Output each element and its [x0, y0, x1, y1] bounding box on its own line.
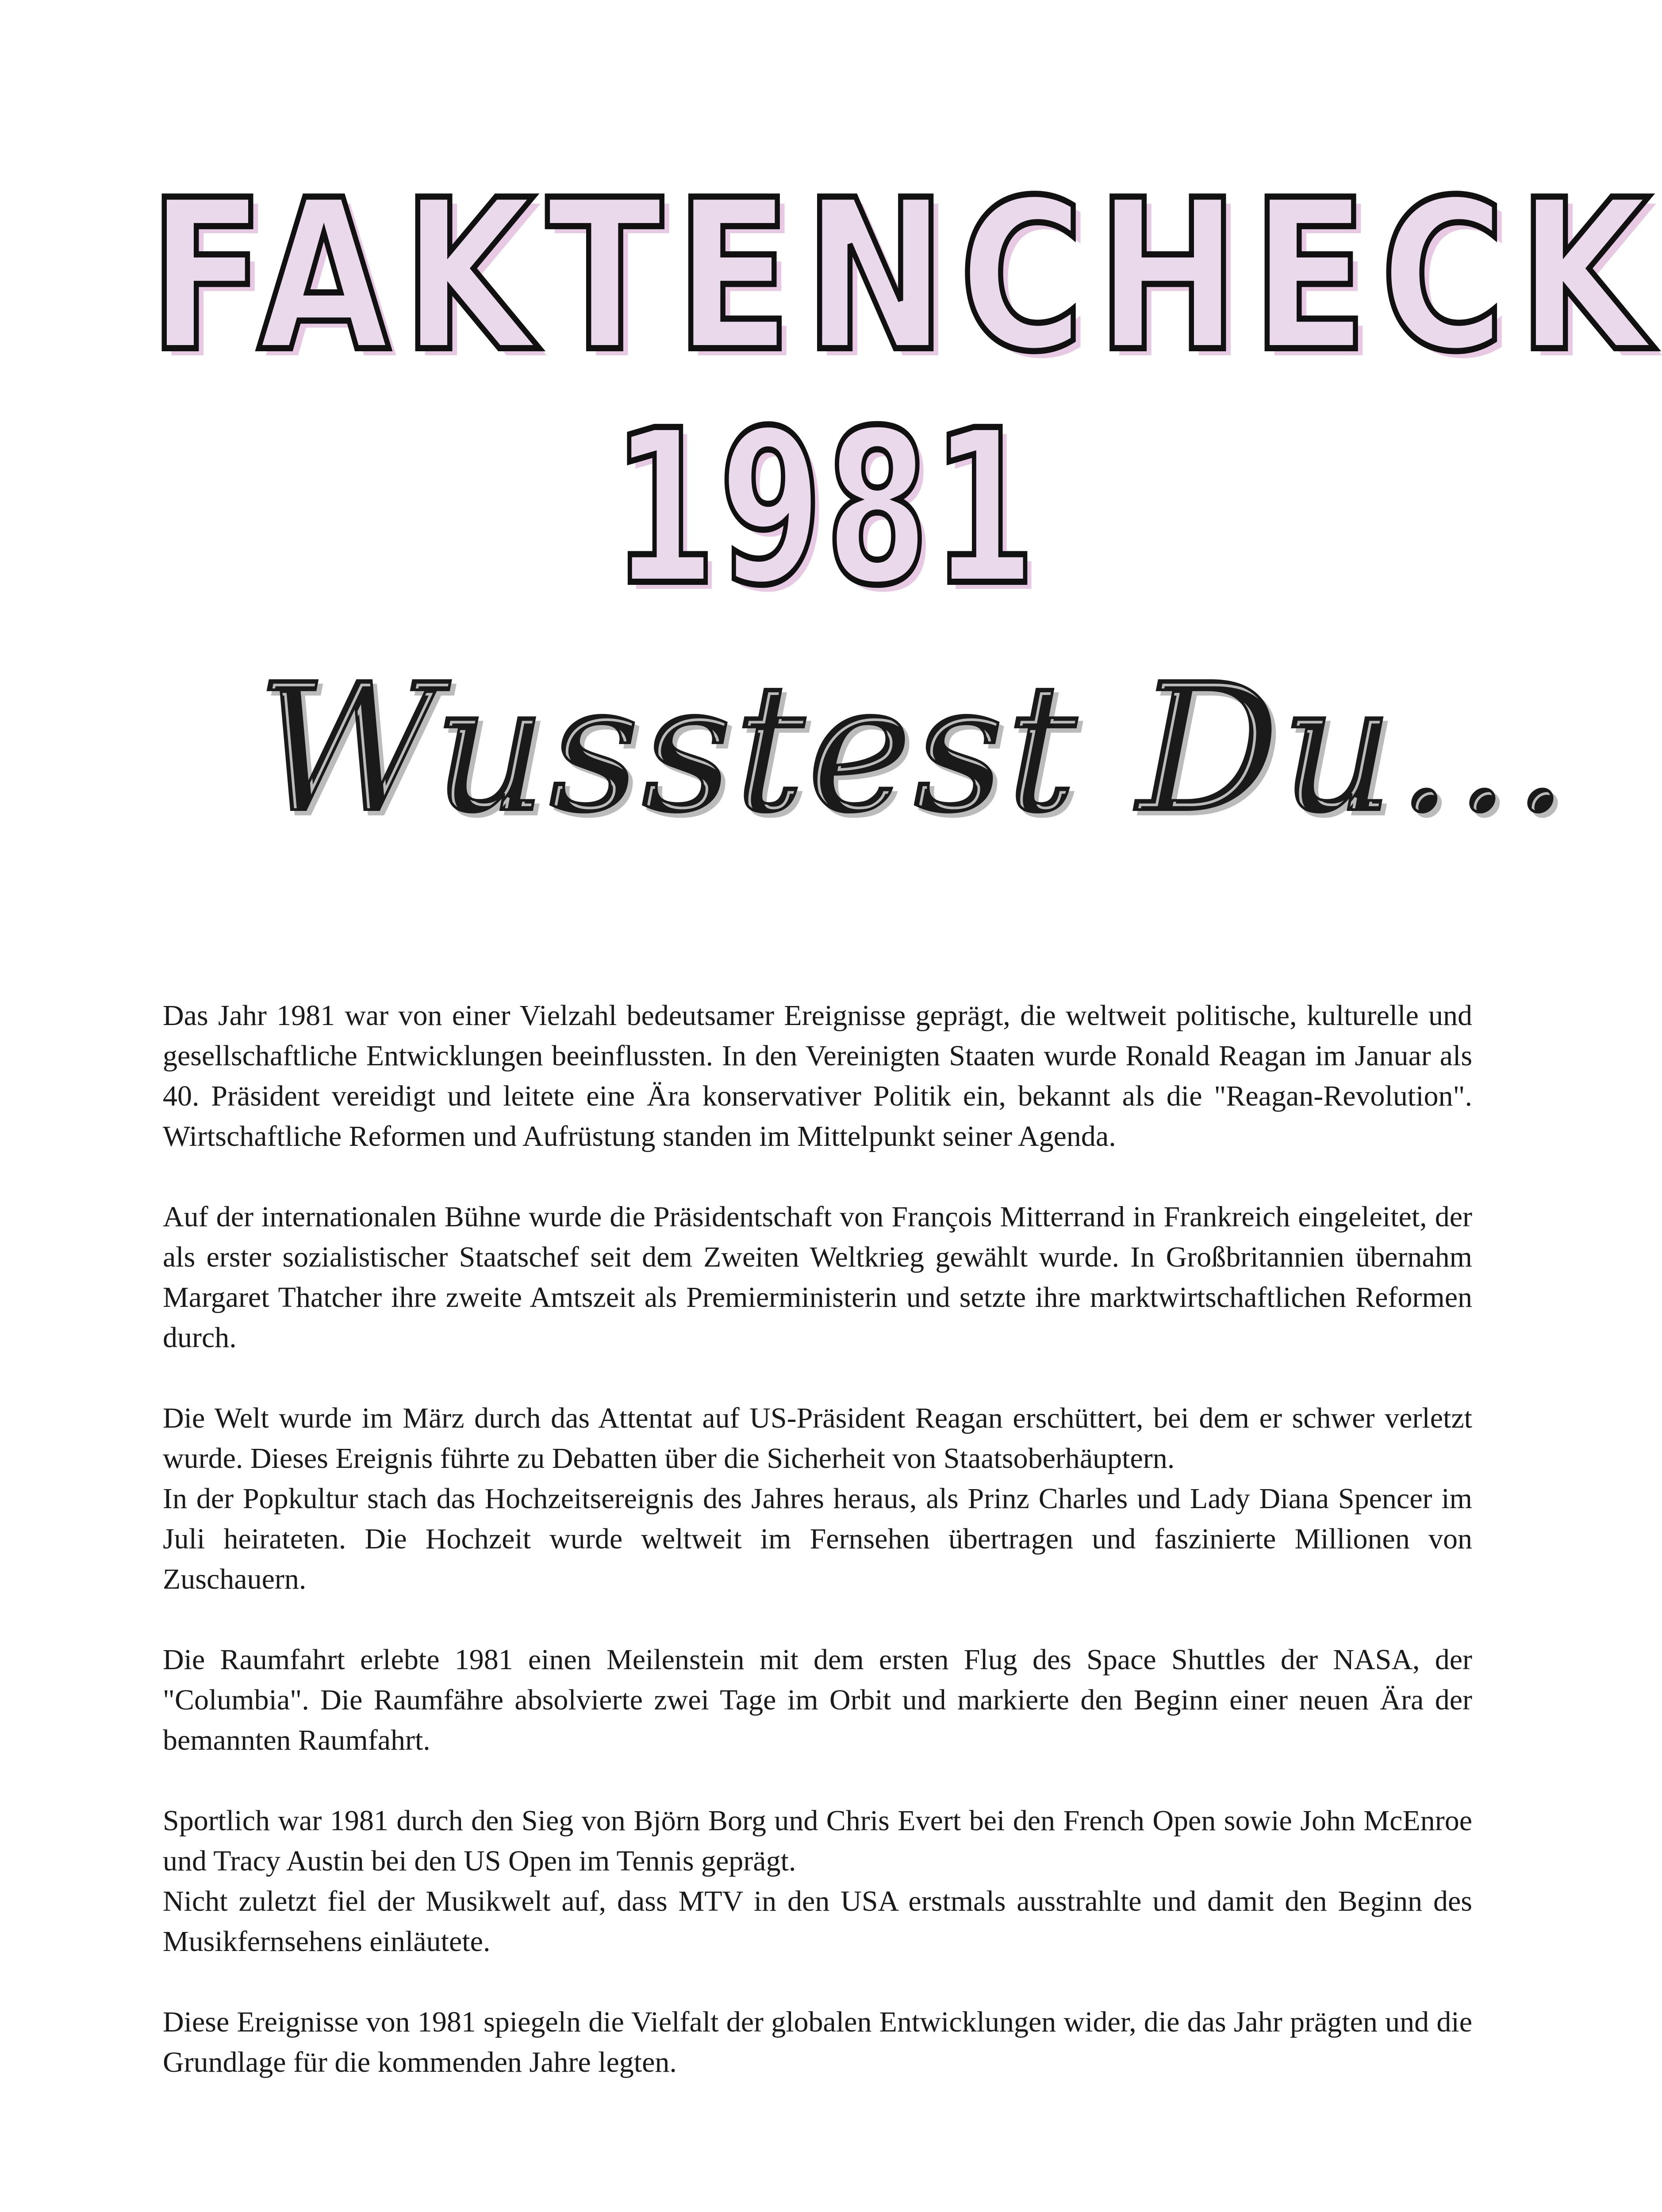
paragraph-space-shuttle: Die Raumfahrt erlebte 1981 einen Meilenstein mit dem ersten Flug des Space Shuttles der NASA, der "Columbia". Die Raumfähre absolvierte zwei Tage im Orbit und markierte den Beginn einer neuen Ära der bemannten Raumfahrt. — [163, 1644, 1472, 1756]
paragraph-tennis: Sportlich war 1981 durch den Sieg von Björn Borg und Chris Evert bei den French Open sowie John McEnroe und Tracy Austin bei den US Open im Tennis geprägt. — [163, 1805, 1472, 1877]
title-year: 1981 — [612, 385, 1039, 632]
paragraph-reagan: Das Jahr 1981 war von einer Vielzahl bedeutsamer Ereignisse geprägt, die weltweit politische, kulturelle und gesellschaftliche Entwicklungen beeinflussten. In den Vereinigten Staaten wurde Ronald Reagan im Januar als 40. Präsident vereidigt und leitete eine Ära konservativer Politik ein, bekannt als die "Reagan-Revolution". Wirtschaftliche Reformen und Aufrüstung standen im Mittelpunkt seiner Agenda. — [163, 999, 1472, 1152]
paragraph-mitterrand-thatcher: Auf der internationalen Bühne wurde die Präsidentschaft von François Mitterrand in Frankreich eingeleitet, der als erster sozialistischer Staatschef seit dem Zweiten Weltkrieg gewählt wurde. In Großbritannien übernahm Margaret Thatcher ihre zweite Amtszeit als Premierministerin und setzte ihre marktwirtschaftlichen Reformen durch. — [163, 1201, 1472, 1354]
subtitle-text: Wusstest Du... — [257, 646, 1570, 852]
subtitle-wusstest-du — [248, 619, 1570, 902]
paragraph-royal-wedding: In der Popkultur stach das Hochzeitsereignis des Jahres heraus, als Prinz Charles und Lady Diana Spencer im Juli heirateten. Die Hochzeit wurde weltweit im Fernsehen übertragen und faszinierte Millionen von Zuschauern. — [163, 1482, 1472, 1595]
title-faktencheck: FAKTENCHECK — [148, 155, 1662, 397]
paragraph-attentat: Die Welt wurde im März durch das Attentat auf US-Präsident Reagan erschüttert, bei dem er schwer verletzt wurde. Dieses Ereignis führte zu Debatten über die Sicherheit von Staatsoberhäuptern. — [163, 1402, 1472, 1475]
paragraph-conclusion: Diese Ereignisse von 1981 spiegeln die Vielfalt der globalen Entwicklungen wider, die das Jahr prägten und die Grundlage für die kommenden Jahre legten. — [163, 2006, 1472, 2078]
article-body — [163, 995, 1472, 2123]
subtitle-script-graphic — [248, 619, 1570, 902]
paragraph-mtv: Nicht zuletzt fiel der Musikwelt auf, dass MTV in den USA erstmals ausstrahlte und damit den Beginn des Musikfernsehens einläutete. — [163, 1885, 1472, 1958]
